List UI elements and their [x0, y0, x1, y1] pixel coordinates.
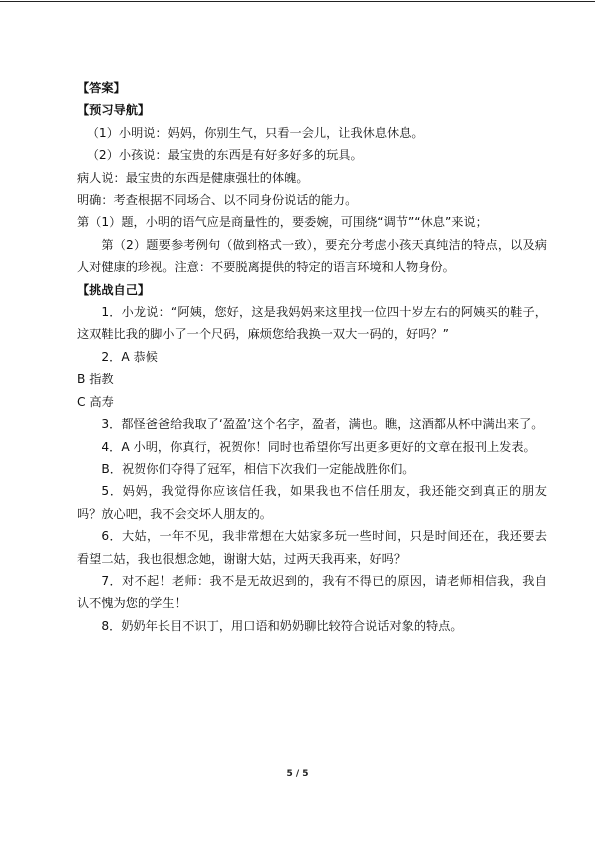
challenge-answer-7: 7．对不起！老师：我不是无故迟到的，我有不得已的原因，请老师相信我，我自认不愧为您的学生！: [77, 573, 547, 611]
preview-patient-line: 病人说：最宝贵的东西是健康强壮的体魄。: [77, 170, 309, 185]
challenge-answer-2b: B 指教: [77, 372, 114, 387]
challenge-answer-4a: 4．A 小明，你真行，祝贺你！同时也希望你写出更多更好的文章在报刊上发表。: [101, 439, 536, 454]
challenge-answer-1: 1．小龙说：“阿姨，您好，这是我妈妈来这里找一位四十岁左右的阿姨买的鞋子，这双鞋比我的脚小了一个尺码，麻烦您给我换一双大一码的，好吗？”: [77, 305, 547, 342]
challenge-answer-3: 3．都怪爸爸给我取了‘盈盈’这个名字，盈者，满也。瞧，这酒都从杯中满出来了。: [101, 417, 544, 432]
page-number: 5 / 5: [286, 769, 309, 779]
challenge-answer-8: 8．奶奶年长目不识丁，用口语和奶奶聊比较符合说话对象的特点。: [101, 618, 463, 633]
preview-heading: 【预习导航】: [77, 103, 151, 118]
preview-note-2: 第（2）题要参考例句（做到格式一致），要充分考虑小孩天真纯洁的特点，以及病人对健康的珍视。注意：不要脱离提供的特定的语言环境和人物身份。: [77, 237, 547, 275]
challenge-answer-2c: C 高寿: [77, 394, 114, 409]
preview-item-2: （2）小孩说：最宝贵的东西是有好多好多的玩具。: [86, 148, 363, 163]
preview-item-1: （1）小明说：妈妈，你别生气，只看一会儿，让我休息休息。: [86, 125, 424, 140]
answer-document: [77, 77, 547, 637]
challenge-answer-5: 5．妈妈，我觉得你应该信任我，如果我也不信任朋友，我还能交到真正的朋友吗？放心吧，我不会交坏人朋友的。: [77, 484, 547, 521]
preview-clarification: 明确：考查根据不同场合、以不同身份说话的能力。: [77, 193, 358, 208]
challenge-heading: 【挑战自己】: [77, 282, 151, 297]
challenge-answer-2a: 2．A 恭候: [101, 349, 158, 364]
challenge-answer-6: 6．大姑，一年不见，我非常想在大姑家多玩一些时间，只是时间还在，我还要去看望二姑，我也很想念她，谢谢大姑，过两天我再来，好吗？: [77, 529, 547, 566]
answer-heading: 【答案】: [77, 81, 126, 95]
challenge-answer-4b: B．祝贺你们夺得了冠军，相信下次我们一定能战胜你们。: [101, 461, 415, 476]
page-top-rule: [0, 1, 595, 2]
preview-note-1: 第（1）题，小明的语气应是商量性的，要委婉，可围绕“调节”“休息”来说；: [77, 215, 488, 230]
